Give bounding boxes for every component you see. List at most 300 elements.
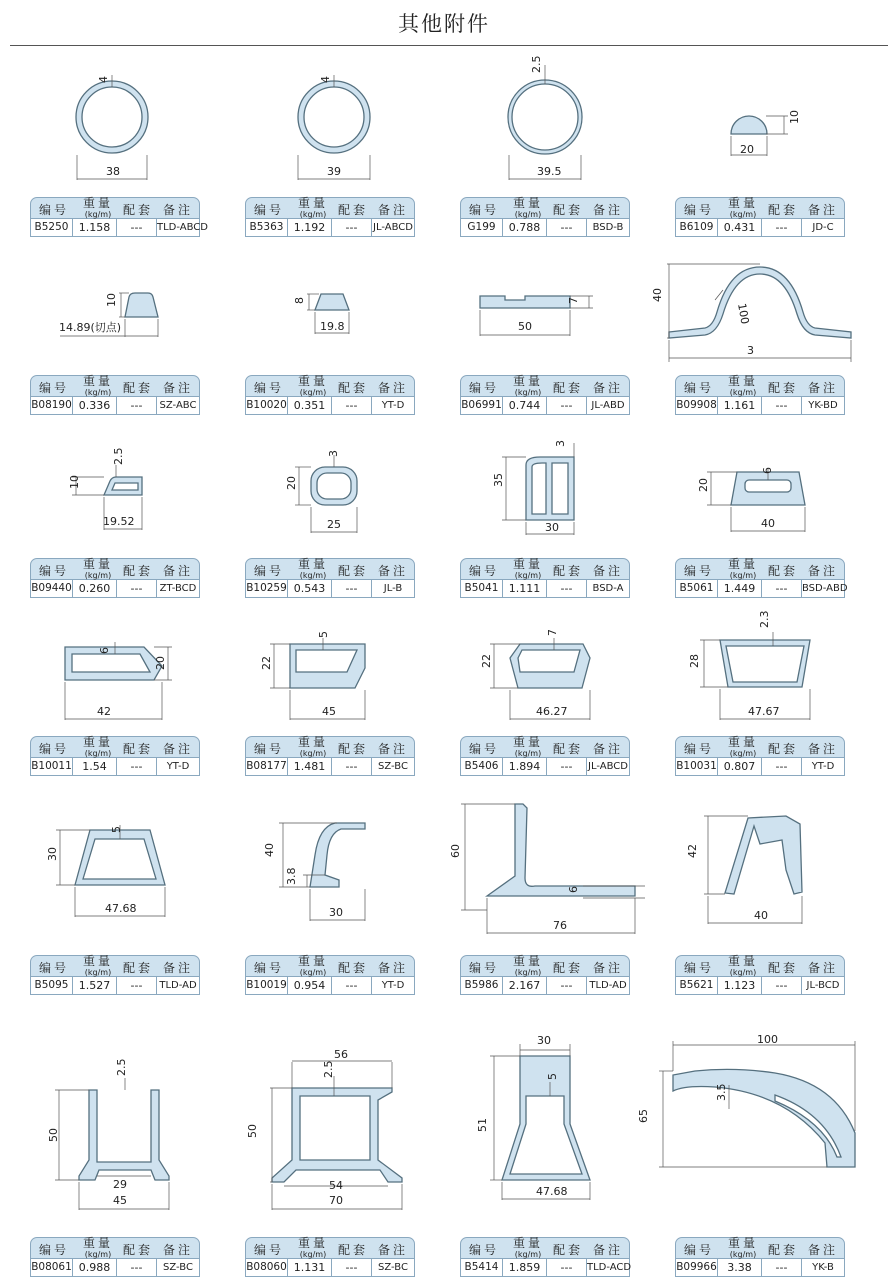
part-weight: 1.859 [503,1259,547,1276]
profile-drawing [45,1058,175,1218]
spec-table [675,736,845,776]
dimension-label: 3 [554,440,567,447]
spec-header [30,736,200,758]
part-code: B5041 [461,580,503,597]
profile-shape [55,285,165,340]
part-code: B08060 [246,1259,288,1276]
part-code: B10259 [246,580,288,597]
dimension-label: 19.52 [103,515,135,528]
profile-shape [295,288,375,338]
spec-table [30,736,200,776]
dimension-label: 46.27 [536,705,568,718]
dimension-label: 30 [46,847,59,861]
header-weight-label: 重量 [512,735,543,749]
dimension-label: 56 [334,1048,348,1061]
part-note: TLD-AD [589,980,627,991]
part-code: B10031 [676,758,718,775]
header-match: 配套 [123,203,154,217]
header-weight [506,198,550,220]
profile-drawing [55,285,165,340]
part-code: B10020 [246,397,288,414]
spec-header [460,375,630,397]
dimension-label: 10 [105,293,118,307]
part-match: --- [117,1259,157,1276]
part-weight: 0.988 [73,1259,117,1276]
dimension-label: 3.5 [715,1083,728,1101]
header-code: 编号 [684,564,715,578]
dimension-label: 19.8 [320,320,345,333]
part-weight: 0.351 [288,397,332,414]
part-code: B5095 [31,977,73,994]
part-code: G199 [461,219,503,236]
spec-row [675,397,845,415]
spec-header [245,197,415,219]
profile-shape [651,262,865,362]
header-weight-label: 重量 [82,196,113,210]
dimension-label: 39.5 [537,165,562,178]
dimension-label: 4 [319,76,332,83]
header-note: 备注 [378,961,409,975]
spec-table [30,1237,200,1277]
title-divider [10,45,888,46]
header-code: 编号 [39,961,70,975]
profile-shape [45,1058,175,1218]
header-note: 备注 [808,564,839,578]
spec-table [245,955,415,995]
header-weight-unit: (kg/m) [84,388,112,397]
part-note: YK-B [812,1262,834,1273]
part-code: B06991 [461,397,503,414]
part-code: B5363 [246,219,288,236]
header-match: 配套 [553,203,584,217]
part-match: --- [332,580,372,597]
dimension-label: 7 [567,297,580,304]
header-note: 备注 [593,381,624,395]
header-match: 配套 [123,1243,154,1257]
header-code: 编号 [684,1243,715,1257]
header-weight-unit: (kg/m) [299,210,327,219]
header-weight [721,956,765,978]
header-match: 配套 [553,381,584,395]
spec-header [245,558,415,580]
profile-drawing [260,628,375,728]
dimension-label: 35 [492,473,505,487]
part-match: --- [547,397,587,414]
header-note: 备注 [378,1243,409,1257]
header-note: 备注 [163,742,194,756]
part-weight: 3.38 [718,1259,762,1276]
spec-table [245,375,415,415]
spec-header [30,1237,200,1259]
spec-header [245,1237,415,1259]
part-code: B5414 [461,1259,503,1276]
header-weight [291,376,335,398]
header-note: 备注 [163,381,194,395]
spec-table [30,558,200,598]
header-weight-label: 重量 [512,954,543,968]
header-match: 配套 [553,1243,584,1257]
dimension-label: 2.5 [112,447,125,465]
header-match: 配套 [553,742,584,756]
spec-table [460,197,630,237]
part-match: --- [332,219,372,236]
header-match: 配套 [338,564,369,578]
header-note: 备注 [163,564,194,578]
header-weight-unit: (kg/m) [514,210,542,219]
profile-shape [265,815,385,925]
dimension-label: 2.5 [322,1060,335,1078]
header-weight [291,559,335,581]
part-note: SZ-BC [378,761,408,772]
dimension-label: 40 [761,517,775,530]
dimension-label: 100 [735,302,752,326]
header-weight-label: 重量 [297,374,328,388]
spec-table [460,955,630,995]
spec-table [460,558,630,598]
part-note: JD-C [812,222,834,233]
part-weight: 1.449 [718,580,762,597]
profile-shape [475,288,595,338]
profile-drawing [476,1034,610,1205]
part-match: --- [117,977,157,994]
spec-row [460,580,630,598]
part-code: B08190 [31,397,73,414]
dimension-label: 50 [47,1128,60,1142]
profile-shape [726,108,801,158]
dimension-label: 5 [317,631,330,638]
header-weight-unit: (kg/m) [729,968,757,977]
header-weight-unit: (kg/m) [299,968,327,977]
part-code: B10019 [246,977,288,994]
header-code: 编号 [254,742,285,756]
header-match: 配套 [123,742,154,756]
dimension-label: 30 [329,906,343,919]
header-note: 备注 [808,381,839,395]
header-weight-label: 重量 [297,557,328,571]
part-note: BSD-B [592,222,624,233]
header-weight-unit: (kg/m) [299,571,327,580]
header-weight-unit: (kg/m) [729,388,757,397]
spec-header [460,558,630,580]
part-note: JL-ABCD [373,222,413,233]
header-match: 配套 [338,1243,369,1257]
dimension-label: 3.8 [285,867,298,885]
part-match: --- [762,397,802,414]
dimension-label: 6 [98,647,111,654]
header-weight-unit: (kg/m) [84,210,112,219]
dimension-label: 51 [476,1118,489,1132]
part-match: --- [117,397,157,414]
part-match: --- [117,758,157,775]
header-weight-label: 重量 [512,557,543,571]
profile-drawing [686,810,820,930]
spec-header [460,197,630,219]
header-code: 编号 [39,381,70,395]
header-weight-unit: (kg/m) [729,571,757,580]
part-weight: 0.431 [718,219,762,236]
header-weight [721,559,765,581]
part-match: --- [762,977,802,994]
spec-row [460,1259,630,1277]
spec-table [675,1237,845,1277]
header-code: 编号 [39,742,70,756]
dimension-label: 20 [154,656,167,670]
part-code: B09966 [676,1259,718,1276]
header-note: 备注 [163,1243,194,1257]
header-weight-unit: (kg/m) [514,749,542,758]
part-code: B08061 [31,1259,73,1276]
dimension-label: 42 [686,844,699,858]
header-code: 编号 [469,381,500,395]
part-match: --- [117,580,157,597]
header-weight [76,376,120,398]
dimension-label: 45 [113,1194,127,1207]
part-match: --- [547,219,587,236]
header-weight-unit: (kg/m) [514,1250,542,1259]
profile-drawing [265,815,385,925]
header-weight-unit: (kg/m) [514,968,542,977]
part-note: TLD-ABCD [157,222,208,233]
part-note: YT-D [166,761,190,772]
profile-drawing [449,798,645,938]
header-weight-unit: (kg/m) [299,1250,327,1259]
profile-shape [686,810,820,930]
part-code: B08177 [246,758,288,775]
header-note: 备注 [378,381,409,395]
header-weight-label: 重量 [82,735,113,749]
header-note: 备注 [808,203,839,217]
dimension-label: 30 [537,1034,551,1047]
header-note: 备注 [808,961,839,975]
profile-shape [246,1048,412,1218]
dimension-label: 22 [480,654,493,668]
header-code: 编号 [254,961,285,975]
header-weight-unit: (kg/m) [729,210,757,219]
profile-drawing [46,825,180,920]
part-weight: 1.527 [73,977,117,994]
header-match: 配套 [768,381,799,395]
dimension-label: 2.3 [758,610,771,628]
header-match: 配套 [768,564,799,578]
header-weight-unit: (kg/m) [84,968,112,977]
part-weight: 1.123 [718,977,762,994]
part-weight: 0.543 [288,580,332,597]
header-weight [291,737,335,759]
part-note: JL-ABCD [588,761,628,772]
header-weight-unit: (kg/m) [514,571,542,580]
spec-header [245,375,415,397]
spec-row [30,580,200,598]
header-weight-label: 重量 [82,1236,113,1250]
profile-shape [476,1034,610,1205]
header-code: 编号 [684,961,715,975]
dimension-label: 3 [747,344,754,357]
spec-table [245,197,415,237]
profile-drawing [507,55,587,185]
profile-drawing [490,435,590,540]
dimension-label: 50 [246,1124,259,1138]
header-weight-unit: (kg/m) [299,749,327,758]
header-code: 编号 [254,203,285,217]
profile-shape [695,450,815,535]
header-code: 编号 [254,564,285,578]
dimension-label: 38 [106,165,120,178]
dimension-label: 20 [285,476,298,490]
spec-table [30,375,200,415]
part-note: BSD-ABD [802,583,848,594]
dimension-label: 40 [754,909,768,922]
profile-drawing [637,1033,865,1173]
header-match: 配套 [123,961,154,975]
spec-header [675,375,845,397]
dimension-label: 10 [788,110,801,124]
part-note: ZT-BCD [159,583,197,594]
spec-row [460,977,630,995]
part-code: B5250 [31,219,73,236]
header-weight-unit: (kg/m) [729,749,757,758]
part-note: YT-D [381,980,405,991]
part-weight: 0.807 [718,758,762,775]
spec-row [245,580,415,598]
part-weight: 2.167 [503,977,547,994]
header-code: 编号 [684,742,715,756]
dimension-label: 22 [260,656,273,670]
header-note: 备注 [593,203,624,217]
part-weight: 0.336 [73,397,117,414]
spec-table [30,955,200,995]
spec-row [675,758,845,776]
profile-drawing [60,445,160,540]
spec-table [460,375,630,415]
spec-header [675,1237,845,1259]
part-note: YT-D [381,400,405,411]
dimension-label: 28 [688,654,701,668]
part-match: --- [762,580,802,597]
header-weight-label: 重量 [512,1236,543,1250]
spec-table [675,375,845,415]
dimension-label: 30 [545,521,559,534]
spec-table [675,197,845,237]
profile-shape [449,798,645,938]
dimension-label: 47.67 [748,705,780,718]
dimension-label: 20 [697,478,710,492]
spec-header [675,558,845,580]
dimension-label: 100 [757,1033,778,1046]
part-match: --- [547,580,587,597]
spec-row [460,397,630,415]
header-weight-label: 重量 [727,196,758,210]
header-note: 备注 [378,564,409,578]
part-note: JL-B [383,583,403,594]
header-code: 编号 [469,203,500,217]
header-weight [506,376,550,398]
header-match: 配套 [553,564,584,578]
spec-header [675,955,845,977]
spec-header [460,955,630,977]
dimension-label: 2.5 [115,1058,128,1076]
profile-shape [637,1033,865,1173]
part-note: YT-D [811,761,835,772]
profile-shape [75,75,155,185]
part-match: --- [762,219,802,236]
dimension-label: 5 [110,826,123,833]
part-code: B5986 [461,977,503,994]
part-match: --- [117,219,157,236]
part-match: --- [332,977,372,994]
part-match: --- [762,758,802,775]
part-weight: 1.54 [73,758,117,775]
header-note: 备注 [593,742,624,756]
spec-row [675,1259,845,1277]
dimension-label: 2.5 [530,55,543,73]
dimension-label: 6 [567,886,580,893]
part-code: B10011 [31,758,73,775]
header-weight [506,956,550,978]
header-weight [291,198,335,220]
part-weight: 1.131 [288,1259,332,1276]
header-code: 编号 [469,564,500,578]
spec-table [460,736,630,776]
header-weight-unit: (kg/m) [84,1250,112,1259]
profile-drawing [75,75,155,185]
profile-drawing [298,75,378,185]
spec-table [460,1237,630,1277]
dimension-label: 50 [518,320,532,333]
spec-header [30,558,200,580]
dimension-label: 29 [113,1178,127,1191]
header-weight-label: 重量 [82,557,113,571]
spec-row [675,977,845,995]
header-weight-unit: (kg/m) [514,388,542,397]
part-note: TLD-ACD [587,1262,632,1273]
header-weight-label: 重量 [297,1236,328,1250]
profile-shape [60,630,180,725]
part-note: YK-BD [808,400,838,411]
header-weight-unit: (kg/m) [729,1250,757,1259]
spec-row [675,219,845,237]
part-weight: 1.481 [288,758,332,775]
page-title: 其他附件 [398,12,490,36]
header-code: 编号 [254,381,285,395]
header-weight [76,1238,120,1260]
part-match: --- [762,1259,802,1276]
part-note: JL-BCD [806,980,840,991]
header-weight-label: 重量 [82,374,113,388]
spec-row [245,219,415,237]
spec-row [245,397,415,415]
dimension-label: 40 [263,843,276,857]
part-weight: 1.111 [503,580,547,597]
dimension-label: 54 [329,1179,343,1192]
part-weight: 0.744 [503,397,547,414]
dimension-label: 47.68 [536,1185,568,1198]
part-note: BSD-A [592,583,624,594]
spec-header [675,197,845,219]
spec-row [30,758,200,776]
spec-header [30,197,200,219]
part-note: SZ-ABC [159,400,197,411]
dimension-label: 3 [327,450,340,457]
profile-drawing [60,630,180,725]
header-weight-label: 重量 [512,196,543,210]
part-note: SZ-BC [378,1262,408,1273]
dimension-label: 76 [553,919,567,932]
part-match: --- [547,1259,587,1276]
part-weight: 1.192 [288,219,332,236]
part-code: B5621 [676,977,718,994]
header-note: 备注 [593,564,624,578]
header-weight [721,1238,765,1260]
